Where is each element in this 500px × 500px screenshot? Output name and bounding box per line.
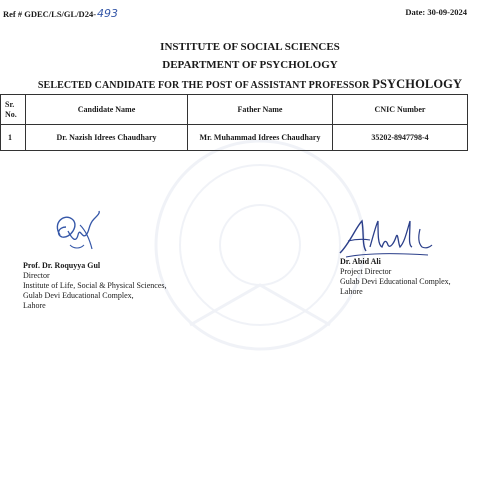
department-title: DEPARTMENT OF PSYCHOLOGY [162,59,338,71]
signatory-left [23,261,167,311]
signature-left-icon [50,205,110,257]
column-header-father: Father Name [188,95,333,125]
signatory-right-line1: Gulab Devi Educational Complex, [340,277,451,286]
signatory-right-title: Project Director [340,267,392,276]
table-row [1,125,468,151]
selection-title-prefix: SELECTED CANDIDATE FOR THE POST OF ASSISTANT PROFESSOR [37,80,370,91]
reference-handwritten-number: 493 [97,7,119,20]
reference-number [3,7,118,20]
column-header-candidate: Candidate Name [26,95,188,125]
selection-title [0,77,500,92]
reference-label: Ref # GDEC/LS/GL/D24- [3,9,97,19]
cell-father-name: Mr. Muhammad Idrees Chaudhary [188,125,333,151]
signatory-right-line2: Lahore [340,287,363,296]
cell-cnic-number: 35202-8947798-4 [333,125,468,151]
signature-right-icon [336,213,436,263]
document-date: Date: 30-09-2024 [405,7,467,17]
signatory-right-name: Dr. Abid Ali [340,257,381,266]
selection-title-subject: PSYCHOLOGY [372,77,463,91]
signatory-left-name: Prof. Dr. Roquyya Gul [23,261,101,270]
cell-candidate-name: Dr. Nazish Idrees Chaudhary [26,125,188,151]
signatory-left-line2: Gulab Devi Educational Complex, [23,291,134,300]
signatory-left-line3: Lahore [23,301,46,310]
signatory-right [340,257,451,297]
cell-sr-no: 1 [1,125,26,151]
institute-title: INSTITUTE OF SOCIAL SCIENCES [160,41,340,53]
signatory-left-line1: Institute of Life, Social & Physical Sciences, [23,281,167,290]
signatory-left-title: Director [23,271,50,280]
table-header-row [1,95,468,125]
column-header-cnic: CNIC Number [333,95,468,125]
column-header-sr-no: Sr. No. [1,95,26,125]
selected-candidate-table [0,94,468,151]
